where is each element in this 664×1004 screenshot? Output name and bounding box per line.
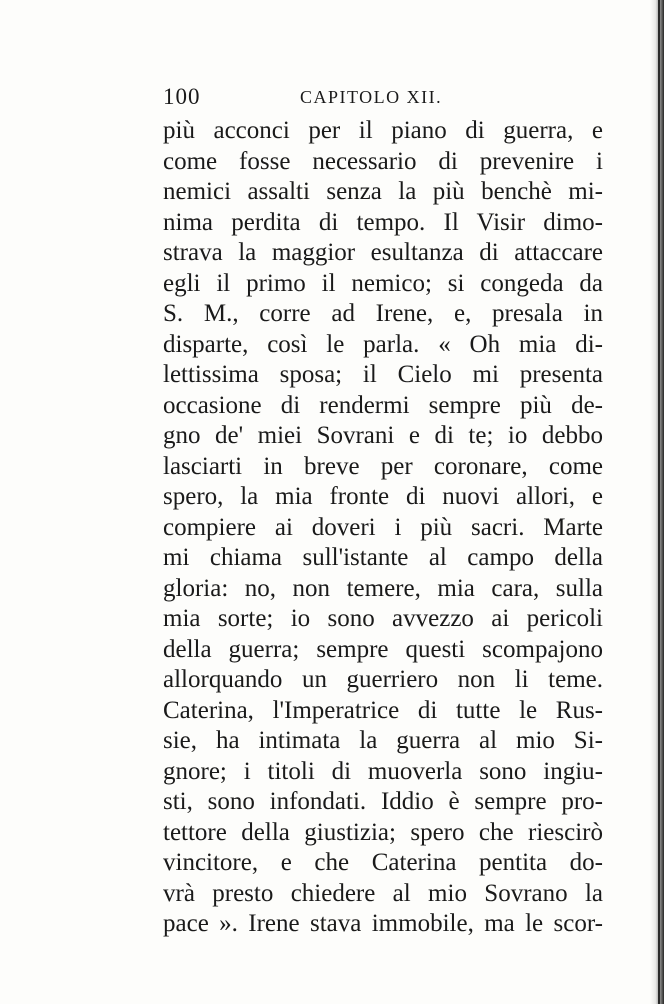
- text-line: allorquando un guerriero non li teme.: [163, 666, 603, 693]
- text-line: mia sorte; io sono avvezzo ai pericoli: [163, 605, 603, 632]
- text-line: della guerra; sempre questi scompajono: [163, 635, 603, 663]
- text-line: strava la maggior esultanza di attaccare: [163, 239, 603, 266]
- page-number: 100: [163, 84, 201, 109]
- text-line: vrà presto chiedere al mio Sovrano la: [163, 879, 603, 907]
- text-line: vincitore, e che Caterina pentita do-: [163, 849, 603, 876]
- text-line: tettore della giustizia; spero che riescirò: [163, 818, 603, 846]
- text-line: sie, ha intimata la guerra al mio Si-: [163, 727, 603, 754]
- text-line: compiere ai doveri i più sacri. Marte: [163, 513, 603, 541]
- text-line: lettissima sposa; il Cielo mi presenta: [163, 361, 603, 388]
- text-line: spero, la mia fronte di nuovi allori, e: [163, 483, 603, 510]
- text-line: S. M., corre ad Irene, e, presala in: [163, 300, 603, 327]
- text-line: disparte, così le parla. « Oh mia di-: [163, 330, 603, 358]
- text-line: gloria: no, non temere, mia cara, sulla: [163, 574, 603, 602]
- text-line: come fosse necessario di prevenire i: [163, 147, 603, 175]
- body-text: [163, 116, 603, 940]
- page-header: [163, 84, 603, 114]
- text-line: nima perdita di tempo. Il Visir dimo-: [163, 208, 603, 236]
- text-line: pace ». Irene stava immobile, ma le scor-: [163, 910, 603, 937]
- text-line: nemici assalti senza la più benchè mi-: [163, 178, 603, 205]
- text-line: occasione di rendermi sempre più de-: [163, 391, 603, 419]
- text-line: egli il primo il nemico; si congeda da: [163, 269, 603, 297]
- running-head: CAPITOLO XII.: [300, 87, 443, 107]
- text-line: Caterina, l'Imperatrice di tutte le Rus-: [163, 696, 603, 724]
- text-line: mi chiama sull'istante al campo della: [163, 544, 603, 571]
- text-line: più acconci per il piano di guerra, e: [163, 117, 603, 144]
- page-edge-line: [658, 0, 660, 1004]
- text-line: lasciarti in breve per coronare, come: [163, 452, 603, 480]
- text-line: sti, sono infondati. Iddio è sempre pro-: [163, 788, 603, 815]
- page-edge-shadow: [650, 0, 664, 1004]
- text-line: gno de' miei Sovrani e di te; io debbo: [163, 422, 603, 449]
- text-line: gnore; i titoli di muoverla sono ingiu-: [163, 757, 603, 785]
